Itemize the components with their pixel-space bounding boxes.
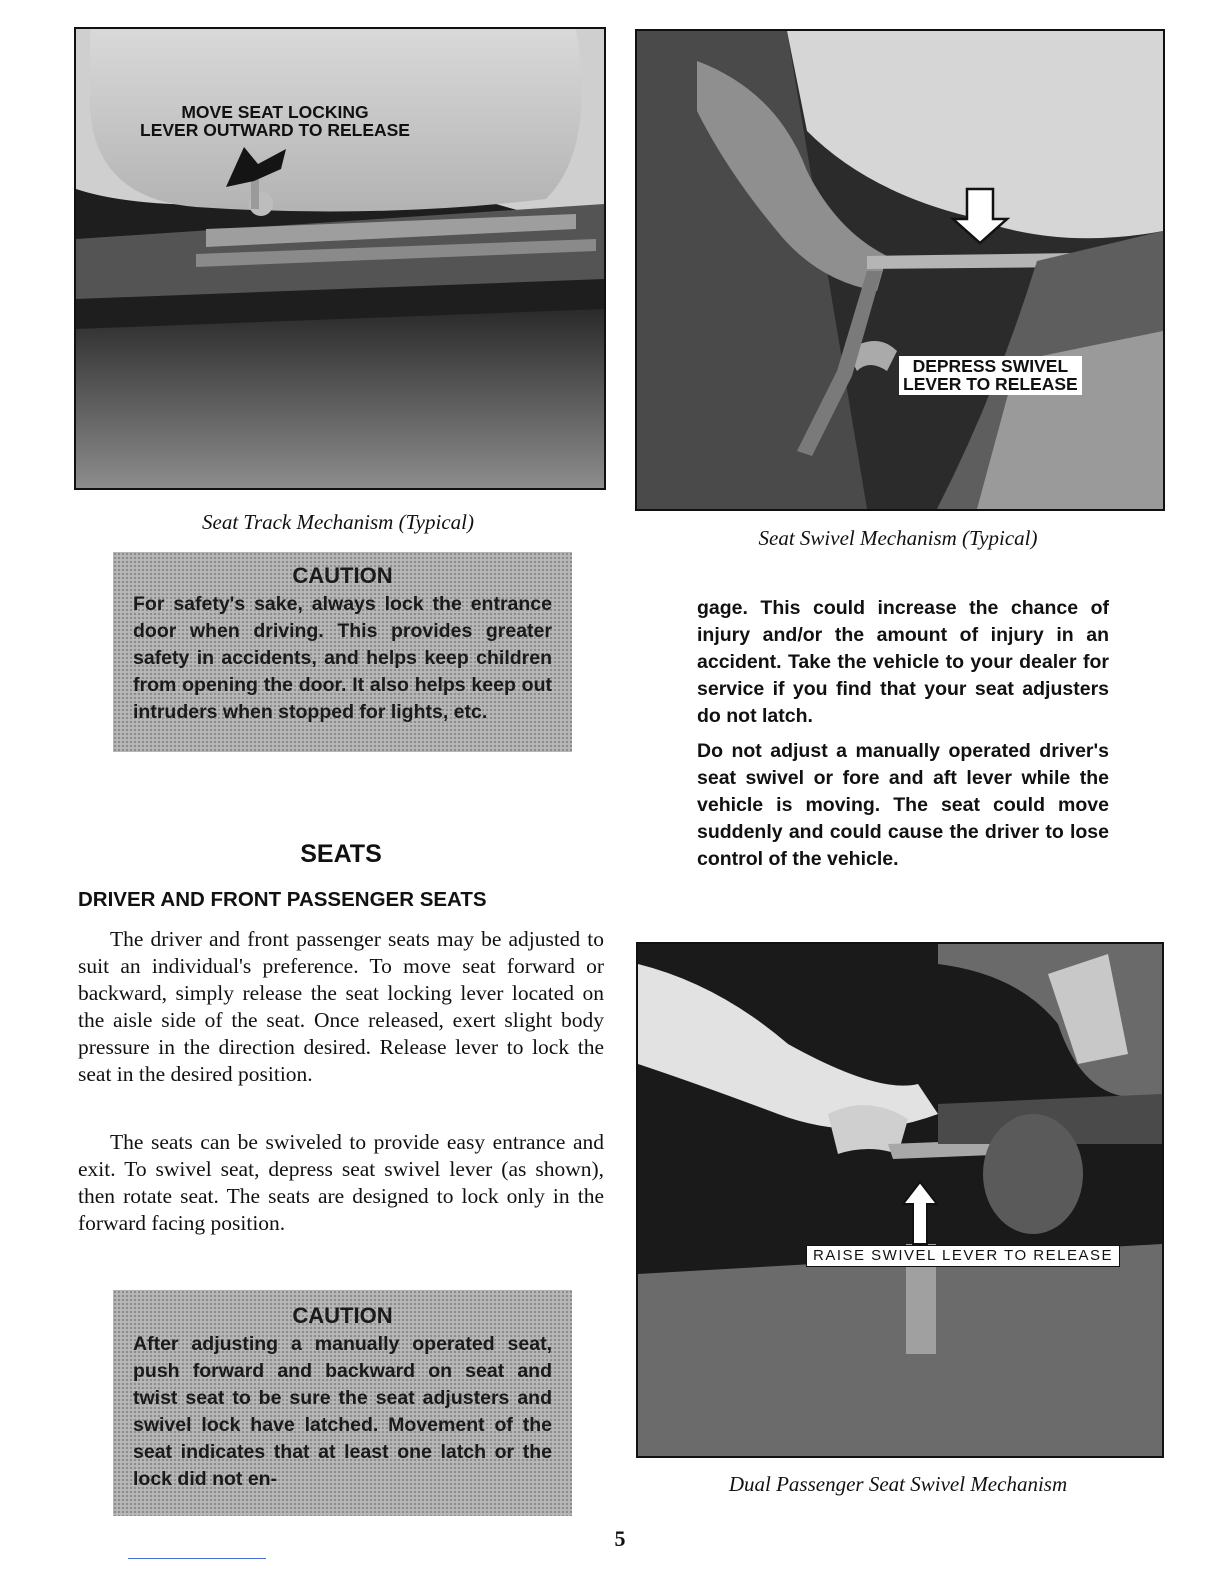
seat-swivel-illustration [637, 31, 1163, 509]
caution-title: CAUTION [292, 563, 393, 588]
seat-track-caption: Seat Track Mechanism (Typical) [202, 510, 474, 534]
seat-track-callout-line-1: MOVE SEAT LOCKING [181, 102, 369, 122]
section-title: SEATS [300, 840, 382, 868]
seat-track-callout-line-2: LEVER OUTWARD TO RELEASE [140, 120, 410, 141]
dual-swivel-callout: RAISE SWIVEL LEVER TO RELEASE [806, 1245, 1120, 1267]
seat-swivel-caption: Seat Swivel Mechanism (Typical) [758, 526, 1038, 550]
paragraph-seat-swivel: The seats can be swiveled to provide easy entrance and exit. To swivel seat, depress seat swivel lever (as shown), then rotate seat. The seats are designed to lock only in the forward facing position. [78, 1130, 604, 1235]
seat-track-callout [140, 103, 410, 140]
caution-text: For safety's sake, always lock the entrance door when driving. This provides greater safety in accidents, and helps keep children from opening the door. It also helps keep out intruders when stopped for lights, etc. [133, 593, 552, 723]
footer-divider [128, 1558, 266, 1559]
paragraph-latch-continuation: gage. This could increase the chance of injury and/or the amount of injury in an accident. Take the vehicle to your dealer for service if you find that your seat adjusters do not latch. [697, 597, 1109, 727]
caution-title: CAUTION [292, 1303, 393, 1328]
dual-swivel-illustration [638, 944, 1162, 1456]
seat-swivel-callout-line-2: LEVER TO RELEASE [903, 374, 1078, 395]
caution-box-door-lock [113, 552, 572, 752]
seat-swivel-callout-line-1: DEPRESS SWIVEL [912, 356, 1069, 376]
caution-text: After adjusting a manually operated seat, push forward and backward on seat and twist seat to be sure the seat adjusters and swivel lock have latched. Movement of the seat indicates that at least one latch or the lock did not en- [133, 1333, 552, 1490]
seat-swivel-callout [899, 356, 1082, 395]
seat-track-photo [74, 27, 606, 490]
seat-track-illustration [76, 29, 604, 488]
dual-swivel-photo [636, 942, 1164, 1458]
caution-box-seat-latch [113, 1290, 572, 1516]
seat-swivel-photo [635, 29, 1165, 511]
paragraph-driver-warning: Do not adjust a manually operated driver's seat swivel or fore and aft lever while the vehicle is moving. The seat could move suddenly and could cause the driver to lose control of the vehicle. [697, 740, 1109, 870]
dual-swivel-caption: Dual Passenger Seat Swivel Mechanism [728, 1472, 1068, 1496]
paragraph-seat-adjust: The driver and front passenger seats may be adjusted to suit an individual's preference. To move seat forward or backward, simply release the seat locking lever located on the aisle side of the seat. Once released, exert slight body pressure in the direction desired. Release lever to lock the seat in the desired position. [78, 927, 604, 1086]
section-subtitle: DRIVER AND FRONT PASSENGER SEATS [78, 888, 487, 911]
page-number: 5 [614, 1526, 626, 1551]
